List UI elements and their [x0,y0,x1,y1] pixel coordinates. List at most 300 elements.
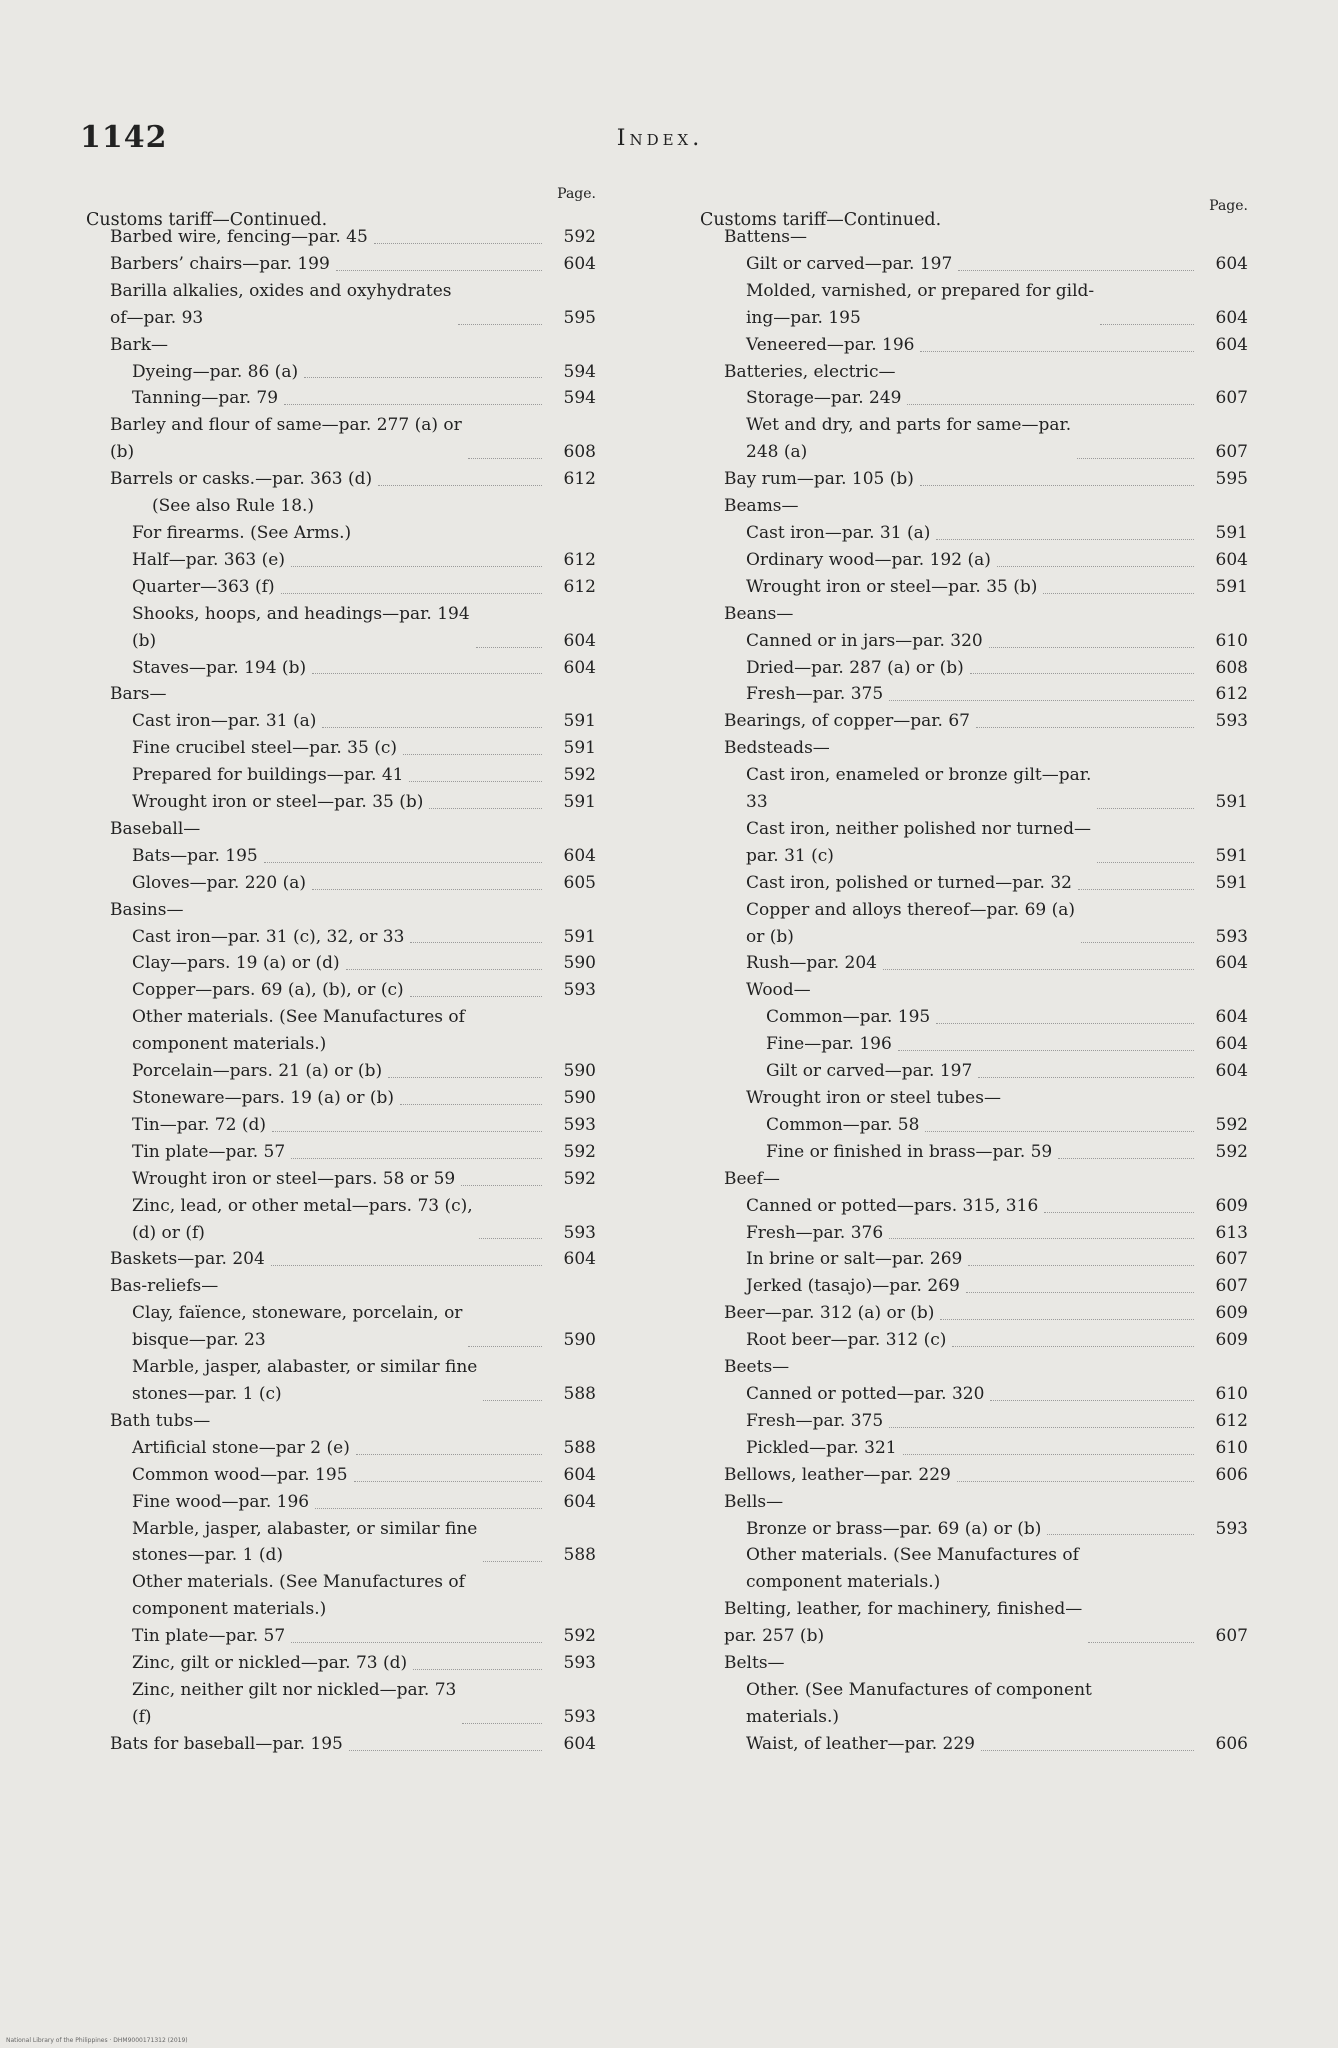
index-entry [86,1731,596,1758]
dot-leader [997,566,1194,567]
entry-text: Gilt or carved—par. 197 [766,1061,973,1082]
dot-leader [468,458,542,459]
entry-text: Tin—par. 72 (d) [132,1114,266,1135]
dot-leader [291,566,542,567]
entry-page-number: 592 [1215,1114,1248,1135]
entry-page-number: 590 [563,953,596,974]
entry-page-number: 604 [563,630,596,651]
dot-leader [976,727,1194,728]
index-entry [700,385,1248,412]
entry-page-number: 606 [1215,1733,1248,1754]
dot-leader [388,1077,542,1078]
entry-text: Beets— [724,1357,790,1378]
entry-text: Waist, of leather—par. 229 [746,1733,975,1754]
index-entry [86,655,596,682]
index-entry [700,278,1248,332]
entry-text: Tin plate—par. 57 [132,1626,286,1647]
dot-leader [936,1023,1194,1024]
page-title: Index. [616,126,704,151]
entry-page-number: 595 [1215,469,1248,490]
dot-leader [936,539,1194,540]
entry-text: Barbed wire, fencing—par. 45 [110,227,368,247]
index-entry [86,1623,596,1650]
index-entry [86,1569,596,1623]
entry-page-number: 590 [563,1061,596,1082]
entry-page-number: 610 [1215,1437,1248,1458]
index-entry [700,1489,1248,1516]
entry-page-number: 590 [563,1088,596,1108]
dot-leader [284,404,542,405]
entry-page-number: 604 [563,657,596,678]
dot-leader [336,270,542,271]
dot-leader [968,1265,1194,1266]
entry-text: Common—par. 58 [766,1114,920,1135]
dot-leader [356,1454,542,1455]
dot-leader [903,1454,1194,1455]
index-entry [86,1354,596,1408]
entry-page-number: 591 [1215,872,1248,893]
entry-text: Bas-reliefs— [110,1276,219,1297]
entry-page-number: 605 [563,872,596,893]
left-entry-list [86,224,596,1758]
entry-text: Prepared for buildings—par. 41 [132,765,404,786]
entry-page-number: 607 [1215,1249,1248,1270]
index-entry [700,1085,1248,1112]
dot-leader [883,969,1194,970]
entry-text: Canned or potted—par. 320 [746,1383,985,1404]
dot-leader [952,1346,1194,1347]
entry-text: Barley and flour of same—par. 277 (a) or (b) [110,415,462,463]
index-entry [86,708,596,735]
entry-page-number: 604 [1215,953,1248,974]
index-entry [86,789,596,816]
entry-text: Porcelain—pars. 21 (a) or (b) [132,1061,383,1082]
index-entry [700,1166,1248,1193]
index-entry [700,1031,1248,1058]
dot-leader [925,1131,1194,1132]
index-entry [700,655,1248,682]
entry-text: Clay—pars. 19 (a) or (d) [132,953,340,974]
entry-page-number: 604 [1215,334,1248,355]
entry-page-number: 592 [563,1626,596,1647]
dot-leader [889,1427,1194,1428]
entry-page-number: 610 [1215,630,1248,651]
entry-page-number: 607 [1215,1626,1248,1647]
entry-text: Fresh—par. 375 [746,684,884,705]
entry-text: Basins— [110,899,184,920]
entry-page-number: 604 [563,1733,596,1754]
dot-leader [920,485,1194,486]
entry-page-number: 608 [563,442,596,463]
dot-leader [1043,593,1194,594]
entry-text: Artificial stone—par 2 (e) [132,1437,350,1458]
entry-page-number: 591 [563,711,596,732]
entry-page-number: 591 [1215,522,1248,543]
entry-text: Fine crucibel steel—par. 35 (c) [132,738,398,759]
dot-leader [429,808,542,809]
index-entry [86,359,596,386]
dot-leader [920,351,1194,352]
index-entry [700,1516,1248,1543]
index-entry [700,1462,1248,1489]
dot-leader [970,673,1194,674]
dot-leader [889,700,1194,701]
entry-text: Bark— [110,334,169,355]
index-entry [700,1596,1248,1650]
dot-leader [1058,1158,1194,1159]
dot-leader [264,862,542,863]
index-entry [86,601,596,655]
dot-leader [1044,1212,1194,1213]
entry-text: Bronze or brass—par. 69 (a) or (b) [746,1518,1042,1539]
dot-leader [990,1400,1194,1401]
dot-leader [483,1561,542,1562]
index-entry [86,547,596,574]
entry-text: Common wood—par. 195 [132,1464,348,1485]
entry-page-number: 595 [563,307,596,328]
entry-page-number: 591 [563,926,596,947]
entry-text: Fine wood—par. 196 [132,1491,310,1512]
dot-leader [291,1158,542,1159]
entry-text: Wrought iron or steel—par. 35 (b) [132,792,424,813]
index-entry [700,1273,1248,1300]
entry-page-number: 604 [1215,253,1248,274]
entry-page-number: 592 [563,227,596,247]
index-entry [86,1139,596,1166]
index-entry [700,493,1248,520]
dot-leader [413,1669,542,1670]
entry-page-number: 612 [563,576,596,597]
index-entry [86,493,596,520]
index-entry [86,332,596,359]
entry-text: Tanning—par. 79 [132,388,279,409]
entry-page-number: 591 [563,792,596,813]
index-entry [86,735,596,762]
index-entry [700,1677,1248,1731]
entry-text: Baskets—par. 204 [110,1249,265,1270]
entry-text: Zinc, gilt or nickled—par. 73 (d) [132,1653,408,1674]
index-entry [700,601,1248,628]
entry-text: Fine or finished in brass—par. 59 [766,1141,1053,1162]
index-entry [86,466,596,493]
entry-text: Bay rum—par. 105 (b) [724,469,914,490]
left-column-header [86,180,596,230]
dot-leader [461,1185,542,1186]
dot-leader [958,270,1194,271]
index-entry [700,628,1248,655]
right-entry-list [700,224,1248,1758]
index-entry [700,708,1248,735]
entry-page-number: 612 [563,549,596,570]
entry-page-number: 593 [1215,711,1248,732]
entry-page-number: 594 [563,361,596,382]
entry-text: Common—par. 195 [766,1007,931,1028]
dot-leader [479,1238,542,1239]
dot-leader [989,647,1194,648]
index-entry [86,1112,596,1139]
entry-page-number: 588 [563,1545,596,1566]
dot-leader [468,1346,542,1347]
index-entry [86,1193,596,1247]
entry-page-number: 592 [563,1141,596,1162]
entry-text: Cast iron, polished or turned—par. 32 [746,872,1072,893]
entry-text: Barbers’ chairs—par. 199 [110,253,330,274]
entry-text: In brine or salt—par. 269 [746,1249,963,1270]
dot-leader [271,1265,542,1266]
dot-leader [1047,1534,1194,1535]
entry-text: Ordinary wood—par. 192 (a) [746,549,991,570]
index-entry [700,1381,1248,1408]
dot-leader [403,754,542,755]
dot-leader [400,1104,542,1105]
entry-page-number: 594 [563,388,596,409]
entry-text: Other. (See Manufactures of component materials.) [746,1679,1092,1727]
dot-leader [940,1319,1194,1320]
entry-page-number: 609 [1215,1330,1248,1351]
entry-page-number: 593 [563,1706,596,1727]
entry-text: Clay, faïence, stoneware, porcelain, or bisque—par. 23 [132,1303,463,1351]
dot-leader [907,404,1194,405]
index-entry [86,1246,596,1273]
entry-text: (See also Rule 18.) [152,496,315,517]
entry-page-number: 608 [1215,657,1248,678]
entry-text: Half—par. 363 (e) [132,549,285,570]
entry-text: Other materials. (See Manufactures of component materials.) [132,1572,465,1620]
entry-page-number: 604 [1215,549,1248,570]
index-entry [700,735,1248,762]
entry-text: Bellows, leather—par. 229 [724,1464,951,1485]
index-entry [700,574,1248,601]
entry-page-number: 606 [1215,1464,1248,1485]
entry-text: Shooks, hoops, and headings—par. 194 (b) [132,603,470,651]
entry-text: Quarter—363 (f) [132,576,275,597]
index-entry [86,977,596,1004]
entry-page-number: 613 [1215,1222,1248,1243]
entry-page-number: 592 [563,1168,596,1189]
index-entry [700,412,1248,466]
entry-page-number: 593 [563,1222,596,1243]
entry-page-number: 604 [1215,1034,1248,1055]
dot-leader [966,1292,1194,1293]
index-entry [700,1408,1248,1435]
dot-leader [483,1400,542,1401]
entry-text: Baseball— [110,818,201,839]
index-entry [700,1004,1248,1031]
index-entry [86,1516,596,1570]
entry-page-number: 593 [563,1653,596,1674]
entry-page-number: 591 [1215,792,1248,813]
entry-text: Beef— [724,1168,780,1189]
dot-leader [898,1050,1194,1051]
index-entry [86,681,596,708]
entry-text: Cast iron, enameled or bronze gilt—par. 33 [746,765,1092,813]
entry-text: Bats for baseball—par. 195 [110,1733,343,1754]
dot-leader [978,1077,1194,1078]
index-entry [86,251,596,278]
index-entry [700,1354,1248,1381]
dot-leader [312,673,542,674]
index-entry [86,1300,596,1354]
entry-page-number: 607 [1215,1276,1248,1297]
index-entry [86,1058,596,1085]
entry-text: Jerked (tasajo)—par. 269 [746,1276,960,1297]
index-entry [700,251,1248,278]
entry-text: Wood— [746,980,811,1001]
entry-page-number: 591 [563,738,596,759]
right-column [700,180,1248,1758]
section-title: Customs tariff—Continued. [700,210,942,230]
index-entry [86,870,596,897]
entry-page-number: 609 [1215,1195,1248,1216]
entry-text: Wrought iron or steel tubes— [746,1088,1001,1108]
entry-text: Cast iron—par. 31 (a) [132,711,317,732]
index-entry [86,520,596,547]
entry-page-number: 612 [1215,684,1248,705]
entry-text: Batteries, electric— [724,361,896,382]
page-column-label: Page. [1209,198,1248,214]
dot-leader [346,969,542,970]
entry-text: Fresh—par. 375 [746,1410,884,1431]
entry-page-number: 604 [563,1249,596,1270]
dot-leader [462,1723,542,1724]
entry-text: Wrought iron or steel—pars. 58 or 59 [132,1168,456,1189]
index-entry [700,870,1248,897]
entry-page-number: 604 [563,253,596,274]
index-entry [700,1193,1248,1220]
entry-text: Cast iron, neither polished nor turned— par. 31 (c) [746,818,1091,866]
index-entry [86,574,596,601]
entry-text: Rush—par. 204 [746,953,877,974]
entry-text: Bars— [110,684,167,705]
page-number: 1142 [80,120,168,155]
entry-text: Bedsteads— [724,738,830,759]
index-entry [86,1004,596,1058]
entry-page-number: 607 [1215,388,1248,409]
entry-page-number: 593 [563,1114,596,1135]
dot-leader [1097,862,1194,863]
right-column-header [700,180,1248,230]
entry-text: Zinc, lead, or other metal—pars. 73 (c), (d) or (f) [132,1195,473,1243]
entry-page-number: 604 [563,1464,596,1485]
dot-leader [1100,324,1194,325]
entry-page-number: 592 [1215,1141,1248,1162]
entry-text: Fine—par. 196 [766,1034,892,1055]
dot-leader [272,1131,542,1132]
index-entry [700,816,1248,870]
index-entry [700,762,1248,816]
index-entry [86,1489,596,1516]
entry-text: Other materials. (See Manufactures of component materials.) [746,1545,1079,1593]
index-entry [700,1327,1248,1354]
entry-text: Bath tubs— [110,1410,211,1431]
index-entry [86,1650,596,1677]
dot-leader [410,996,542,997]
dot-leader [889,1238,1194,1239]
entry-page-number: 604 [563,845,596,866]
entry-text: Veneered—par. 196 [746,334,915,355]
dot-leader [1078,889,1194,890]
section-title: Customs tariff—Continued. [86,210,328,230]
dot-leader [322,727,542,728]
entry-page-number: 604 [1215,1061,1248,1082]
entry-text: Gloves—par. 220 (a) [132,872,306,893]
entry-text: Root beer—par. 312 (c) [746,1330,947,1351]
index-entry [86,950,596,977]
entry-page-number: 604 [563,1491,596,1512]
index-entry [86,843,596,870]
index-entry [86,278,596,332]
entry-page-number: 588 [563,1437,596,1458]
index-entry [700,1731,1248,1758]
entry-text: Battens— [724,227,808,247]
index-entry [700,950,1248,977]
entry-page-number: 593 [1215,1518,1248,1539]
entry-page-number: 609 [1215,1303,1248,1324]
entry-text: Belts— [724,1653,785,1674]
index-entry [700,1650,1248,1677]
entry-text: Dried—par. 287 (a) or (b) [746,657,964,678]
entry-text: Wet and dry, and parts for same—par. 248 (a) [746,415,1072,463]
index-entry [86,385,596,412]
entry-page-number: 604 [1215,1007,1248,1028]
index-entry [86,1677,596,1731]
entry-text: Marble, jasper, alabaster, or similar fine stones—par. 1 (c) [132,1357,478,1404]
index-entry [700,897,1248,951]
entry-text: Cast iron—par. 31 (a) [746,522,931,543]
index-entry [700,1435,1248,1462]
index-entry [700,1112,1248,1139]
entry-page-number: 593 [1215,926,1248,947]
entry-text: Copper and alloys thereof—par. 69 (a) or (b) [746,899,1076,947]
entry-text: Belting, leather, for machinery, finished— par. 257 (b) [724,1599,1083,1647]
dot-leader [291,1642,542,1643]
dot-leader [354,1481,542,1482]
index-entry [700,1220,1248,1247]
dot-leader [281,593,542,594]
dot-leader [378,485,542,486]
index-entry [700,1542,1248,1596]
dot-leader [981,1750,1194,1751]
dot-leader [1077,458,1194,459]
index-entry [86,1408,596,1435]
dot-leader [476,647,542,648]
index-entry [700,466,1248,493]
index-entry [86,897,596,924]
entry-page-number: 592 [563,765,596,786]
footer-credit: National Library of the Philippines · DHM9000171312 (2019) [6,2037,188,2044]
entry-text: Bearings, of copper—par. 67 [724,711,970,732]
entry-text: Marble, jasper, alabaster, or similar fine stones—par. 1 (d) [132,1518,478,1566]
entry-text: Wrought iron or steel—par. 35 (b) [746,576,1038,597]
dot-leader [458,324,542,325]
dot-leader [1097,808,1194,809]
entry-text: Storage—par. 249 [746,388,902,409]
index-entry [700,977,1248,1004]
entry-page-number: 591 [1215,845,1248,866]
entry-text: Copper—pars. 69 (a), (b), or (c) [132,980,404,1001]
entry-page-number: 604 [1215,307,1248,328]
index-entry [86,816,596,843]
entry-page-number: 607 [1215,442,1248,463]
entry-text: Canned or in jars—par. 320 [746,630,983,651]
entry-text: Bells— [724,1491,784,1512]
entry-text: For firearms. (See Arms.) [132,522,352,543]
dot-leader [374,243,542,244]
index-entry [86,1435,596,1462]
index-entry [700,681,1248,708]
entry-text: Canned or potted—pars. 315, 316 [746,1195,1039,1216]
index-entry [700,1058,1248,1085]
